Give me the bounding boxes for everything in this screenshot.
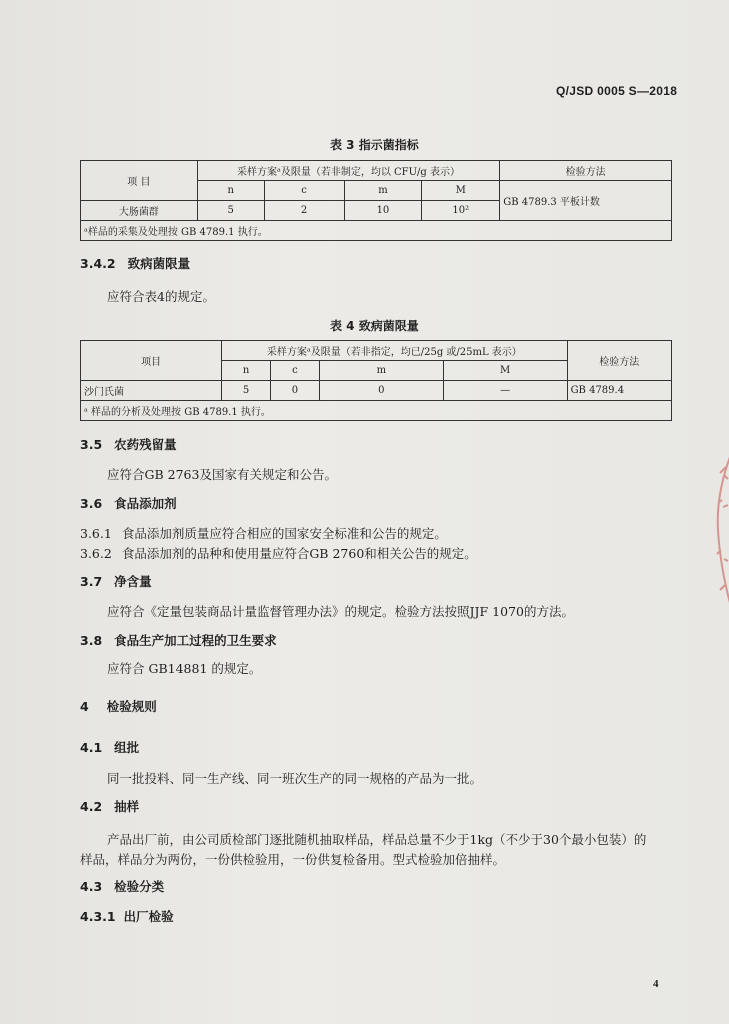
table4-row-M: — (443, 381, 567, 401)
table3-row-n: 5 (197, 201, 264, 221)
section-number: 4.3 (80, 879, 103, 894)
section-number: 3.8 (80, 633, 103, 648)
section-title: 组批 (114, 740, 140, 755)
section-number: 3.7 (80, 574, 103, 589)
table3-row-name: 大肠菌群 (81, 201, 198, 221)
section-3-8-body: 应符合 GB14881 的规定。 (107, 661, 262, 676)
section-4-2-heading (80, 797, 139, 815)
table4-sub-n: n (222, 361, 271, 381)
section-title: 农药残留量 (114, 437, 177, 452)
table4 (80, 340, 672, 421)
section-3-7-heading (80, 572, 152, 590)
table4-row-m: 0 (319, 381, 443, 401)
section-3-5-heading (80, 435, 177, 453)
table4-header-sampling: 采样方案ᵃ及限量（若非指定，均已/25g 或/25mL 表示） (222, 341, 567, 361)
section-number: 3.6.1 (80, 526, 112, 541)
table4-footnote: ᵃ 样品的分析及处理按 GB 4789.1 执行。 (81, 401, 672, 421)
section-3-4-2-heading (80, 254, 190, 272)
section-3-6-1 (80, 524, 447, 542)
page-number: 4 (653, 978, 659, 990)
section-number: 3.5 (80, 437, 103, 452)
seal-stamp-fragment (712, 455, 729, 605)
section-number: 4 (80, 699, 89, 714)
section-3-5-body: 应符合GB 2763及国家有关规定和公告。 (107, 467, 337, 482)
section-3-6-2 (80, 544, 477, 562)
section-number: 4.2 (80, 799, 103, 814)
table3-sub-c: c (264, 181, 344, 201)
table4-row-n: 5 (222, 381, 271, 401)
table3-header-sampling: 采样方案ᵃ及限量（若非制定，均以 CFU/g 表示） (197, 161, 499, 181)
section-3-7-body: 应符合《定量包装商品计量监督管理办法》的规定。检验方法按照JJF 1070的方法。 (107, 604, 574, 619)
section-title: 出厂检验 (123, 909, 174, 924)
section-body: 食品添加剂质量应符合相应的国家安全标准和公告的规定。 (121, 526, 447, 541)
table3-header-method: 检验方法 (500, 161, 672, 181)
table3-header-item: 项 目 (81, 161, 198, 201)
table3-row-m: 10 (344, 201, 422, 221)
table3-caption: 表 3 指示菌指标 (330, 138, 419, 152)
section-4-2-body-line2: 样品，样品分为两份，一份供检验用，一份供复检备用。型式检验加倍抽样。 (80, 852, 506, 867)
section-number: 3.6.2 (80, 546, 112, 561)
table4-caption: 表 4 致病菌限量 (330, 319, 419, 333)
section-4-2-body-line1: 产品出厂前，由公司质检部门逐批随机抽取样品，样品总量不少于1kg（不少于30个最小包装）的 (107, 832, 647, 847)
section-number: 4.3.1 (80, 909, 116, 924)
table3-row-M: 10² (422, 201, 500, 221)
table4-sub-M: M (443, 361, 567, 381)
table4-row-name: 沙门氏菌 (81, 381, 222, 401)
table4-row-c: 0 (271, 381, 320, 401)
table3-sub-n: n (197, 181, 264, 201)
section-title: 抽样 (114, 799, 140, 814)
table3-sub-m: m (344, 181, 422, 201)
section-3-6-heading (80, 494, 177, 512)
section-number: 3.4.2 (80, 256, 116, 271)
table3 (80, 160, 672, 241)
section-4-3-heading (80, 877, 164, 895)
section-title: 食品添加剂 (114, 496, 177, 511)
section-3-4-2-body: 应符合表4的规定。 (107, 289, 215, 304)
section-title: 净含量 (114, 574, 152, 589)
section-4-1-body: 同一批投料、同一生产线、同一班次生产的同一规格的产品为一批。 (107, 771, 483, 786)
table3-method-cell: GB 4789.3 平板计数 (500, 181, 672, 221)
section-title: 致病菌限量 (127, 256, 191, 271)
section-4-1-heading (80, 738, 139, 756)
standard-code: Q/JSD 0005 S—2018 (556, 84, 678, 98)
table4-header-method: 检验方法 (567, 341, 671, 381)
section-title: 食品生产加工过程的卫生要求 (114, 633, 277, 648)
section-title: 检验分类 (114, 879, 165, 894)
table4-sub-c: c (271, 361, 320, 381)
table3-row-c: 2 (264, 201, 344, 221)
table4-header-item: 项目 (81, 341, 222, 381)
section-body: 食品添加剂的品种和使用量应符合GB 2760和相关公告的规定。 (121, 546, 477, 561)
table3-footnote: ᵃ样品的采集及处理按 GB 4789.1 执行。 (81, 221, 672, 241)
table4-sub-m: m (319, 361, 443, 381)
table4-row-method: GB 4789.4 (567, 381, 671, 401)
section-4-heading (80, 697, 157, 715)
section-number: 4.1 (80, 740, 103, 755)
section-4-3-1-heading (80, 907, 174, 925)
section-number: 3.6 (80, 496, 103, 511)
section-3-8-heading (80, 631, 277, 649)
section-title: 检验规则 (106, 699, 157, 714)
table3-sub-M: M (422, 181, 500, 201)
